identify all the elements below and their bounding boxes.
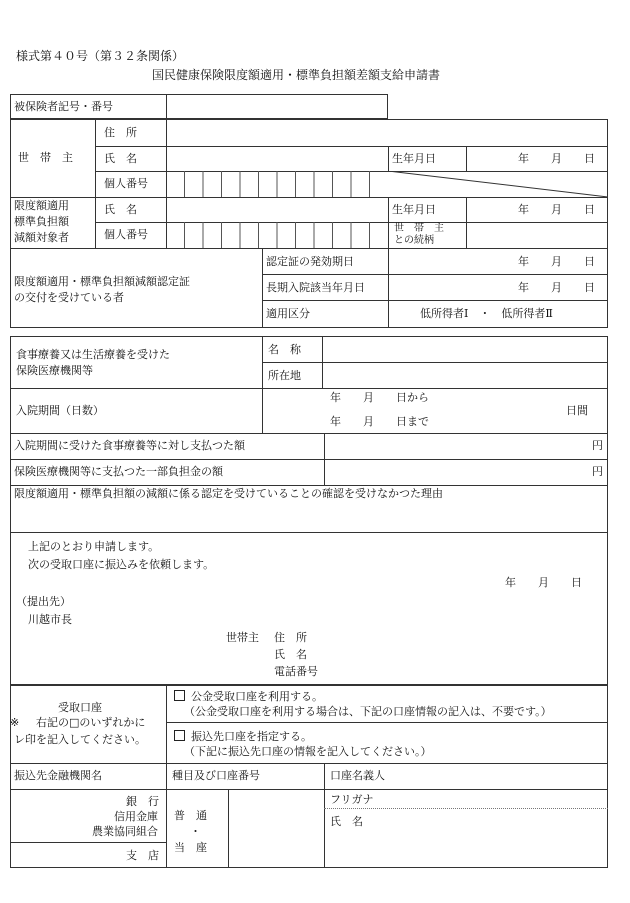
target-name-label: 氏 名 — [104, 203, 137, 216]
copay-amount-yen: 円 — [592, 465, 603, 478]
target-label-line1: 限度額適用 — [14, 199, 69, 212]
target-mynumber-label: 個人番号 — [104, 228, 148, 241]
account-label: 受取口座 — [58, 701, 102, 714]
institution-label-line2: 保険医療機関等 — [16, 364, 93, 377]
relation-label-line1: 世 帯 主 — [394, 223, 444, 234]
option-public-account[interactable] — [174, 690, 323, 702]
form-title: 国民健康保険限度額適用・標準負担額差額支給申請書 — [152, 68, 441, 82]
effective-date-label: 認定証の発効期日 — [266, 255, 354, 268]
applicant-phone-label: 電話番号 — [274, 665, 318, 678]
stay-days-unit: 日間 — [566, 404, 588, 417]
household-address-label: 住 所 — [104, 126, 137, 139]
specified-account-checkbox[interactable] — [174, 730, 185, 741]
option-public-account-label: 公金受取口座を利用する。 — [191, 690, 323, 703]
stay-period-label: 入院期間（日数） — [16, 404, 104, 417]
institution-address-label: 所在地 — [268, 369, 301, 382]
holder-furigana-label: フリガナ — [330, 793, 374, 806]
applicant-name-label: 氏 名 — [274, 648, 307, 661]
household-name-label: 氏 名 — [104, 152, 137, 165]
application-date[interactable]: 年 月 日 — [505, 576, 582, 589]
account-note-line1: 右記の□のいずれかに — [36, 716, 146, 729]
declaration-line1: 上記のとおり申請します。 — [28, 540, 160, 553]
option-public-account-note: （公金受取口座を利用する場合は、下記の口座情報の記入は、不要です。） — [184, 705, 552, 718]
account-type-toza[interactable]: 当 座 — [174, 841, 207, 854]
declaration-line2: 次の受取口座に振込みを依頼します。 — [28, 558, 215, 571]
certificate-label-line1: 限度額適用・標準負担額減額認定証 — [14, 275, 190, 288]
shinkin-suffix: 信用金庫 — [114, 810, 158, 823]
option-specified-account[interactable] — [174, 730, 312, 742]
submit-to-label: （提出先） — [16, 595, 71, 608]
longstay-date-label: 長期入院該当年月日 — [266, 281, 365, 294]
target-label-line2: 標準負担額 — [14, 215, 69, 228]
income-category-options[interactable]: 低所得者Ⅰ ・ 低所得者Ⅱ — [420, 307, 553, 320]
target-mynumber-boxes[interactable] — [166, 222, 388, 248]
household-mynumber-boxes[interactable] — [166, 171, 388, 197]
bank-name-header: 振込先金融機関名 — [14, 769, 102, 782]
option-specified-account-note: （下記に振込先口座の情報を記入してください。） — [184, 745, 432, 758]
holder-name-label: 氏 名 — [330, 815, 363, 828]
institution-label-line1: 食事療養又は生活療養を受けた — [16, 348, 170, 361]
target-birth-date[interactable]: 年 月 日 — [518, 203, 595, 216]
meal-amount-label: 入院期間に受けた食事療養等に対し支払つた額 — [14, 439, 245, 452]
relation-label-line2: との続柄 — [394, 235, 434, 246]
branch-suffix: 支 店 — [126, 849, 159, 862]
household-birth-date[interactable]: 年 月 日 — [518, 152, 595, 165]
account-type-separator: ・ — [190, 825, 201, 838]
form-number: 様式第４０号（第３２条関係） — [16, 49, 185, 63]
household-birth-label: 生年月日 — [392, 152, 436, 165]
longstay-date[interactable]: 年 月 日 — [518, 281, 595, 294]
account-note-mark: ※ — [10, 716, 20, 729]
target-label-line3: 減額対象者 — [14, 231, 69, 244]
applicant-address-label: 住 所 — [274, 631, 307, 644]
household-label: 世 帯 主 — [18, 151, 73, 164]
account-type-header: 種目及び口座番号 — [172, 769, 260, 782]
insured-number-label: 被保険者記号・番号 — [14, 100, 113, 113]
target-birth-label: 生年月日 — [392, 203, 436, 216]
account-holder-header: 口座名義人 — [330, 769, 385, 782]
account-type-futsu[interactable]: 普 通 — [174, 809, 207, 822]
option-specified-account-label: 振込先口座を指定する。 — [191, 730, 312, 743]
effective-date[interactable]: 年 月 日 — [518, 255, 595, 268]
nokyo-suffix: 農業協同組合 — [92, 825, 158, 838]
meal-amount-yen: 円 — [592, 439, 603, 452]
bank-suffix: 銀 行 — [126, 795, 159, 808]
institution-name-label: 名 称 — [268, 343, 301, 356]
household-mynumber-label: 個人番号 — [104, 177, 148, 190]
copay-amount-label: 保険医療機関等に支払つた一部負担金の額 — [14, 465, 223, 478]
certificate-label-line2: の交付を受けている者 — [14, 291, 124, 304]
reason-label: 限度額適用・標準負担額の減額に係る認定を受けていることの確認を受けなかつた理由 — [14, 487, 443, 500]
applicant-prefix: 世帯主 — [226, 631, 259, 644]
stay-from[interactable]: 年 月 日から — [330, 391, 429, 404]
account-note-line2: レ印を記入してください。 — [14, 733, 146, 746]
category-label: 適用区分 — [266, 307, 310, 320]
public-account-checkbox[interactable] — [174, 690, 185, 701]
strike-through-line — [388, 171, 608, 197]
stay-to[interactable]: 年 月 日まで — [330, 415, 429, 428]
submit-to-mayor: 川越市長 — [28, 613, 72, 626]
